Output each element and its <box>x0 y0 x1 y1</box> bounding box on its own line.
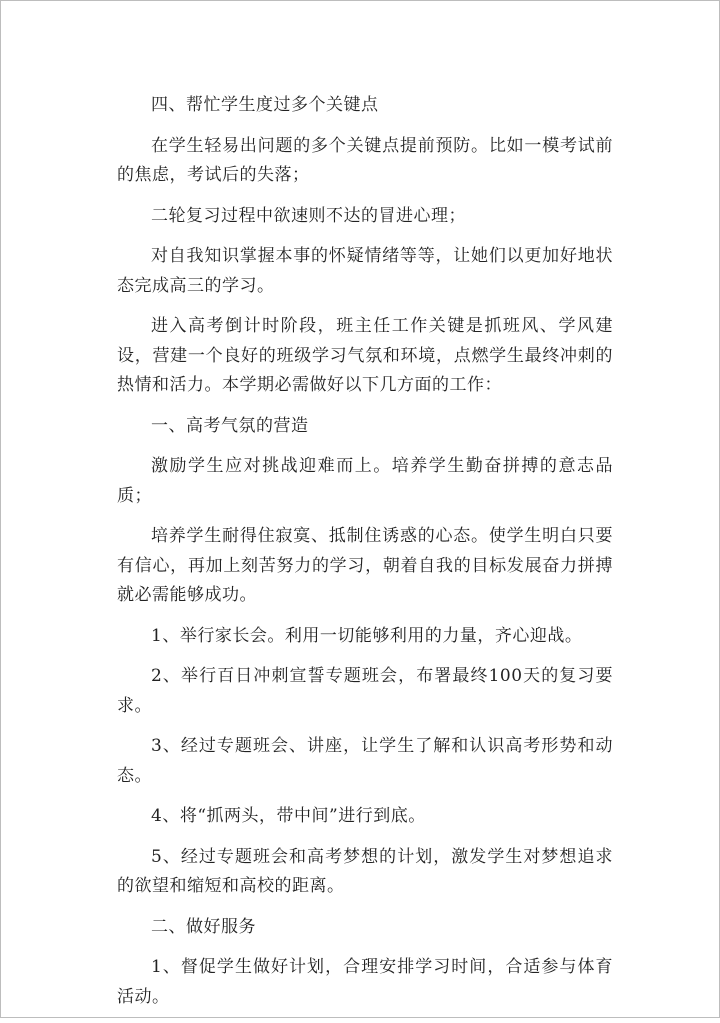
section-heading-one: 一、高考气氛的营造 <box>151 415 309 436</box>
paragraph: 在学生轻易出问题的多个关键点提前预防。比如一模考试前的焦虑，考试后的失落； <box>117 135 613 185</box>
list-item: 4、将“抓两头，带中间”进行到底。 <box>151 806 426 826</box>
section-heading-two: 二、做好服务 <box>151 916 256 937</box>
paragraph: 进入高考倒计时阶段，班主任工作关键是抓班风、学风建设，营建一个良好的班级学习气氛和环境，点燃学生最终冲刺的热情和活力。本学期必需做好以下几方面的工作： <box>117 316 613 395</box>
paragraph: 对自我知识掌握本事的怀疑情绪等等，让她们以更加好地状态完成高三的学习。 <box>117 246 613 296</box>
document-body <box>117 91 613 1023</box>
list-item: 3、经过专题班会、讲座，让学生了解和认识高考形势和动态。 <box>117 736 613 786</box>
list-item: 2、举行百日冲刺宣誓专题班会，布署最终100天的复习要求。 <box>117 666 613 716</box>
section-heading-four: 四、帮忙学生度过多个关键点 <box>151 95 379 115</box>
list-item: 1、督促学生做好计划，合理安排学习时间，合适参与体育活动。 <box>117 957 613 1007</box>
paragraph: 二轮复习过程中欲速则不达的冒进心理； <box>151 205 466 226</box>
list-item: 5、经过专题班会和高考梦想的计划，激发学生对梦想追求的欲望和缩短和高校的距离。 <box>117 846 613 896</box>
list-item: 1、举行家长会。利用一切能够利用的力量，齐心迎战。 <box>151 625 583 646</box>
paragraph: 培养学生耐得住寂寞、抵制住诱惑的心态。使学生明白只要有信心，再加上刻苦努力的学习，朝着自我的目标发展奋力拼搏就必需能够成功。 <box>117 526 613 605</box>
paragraph: 激励学生应对挑战迎难而上。培养学生勤奋拼搏的意志品质； <box>117 456 613 506</box>
